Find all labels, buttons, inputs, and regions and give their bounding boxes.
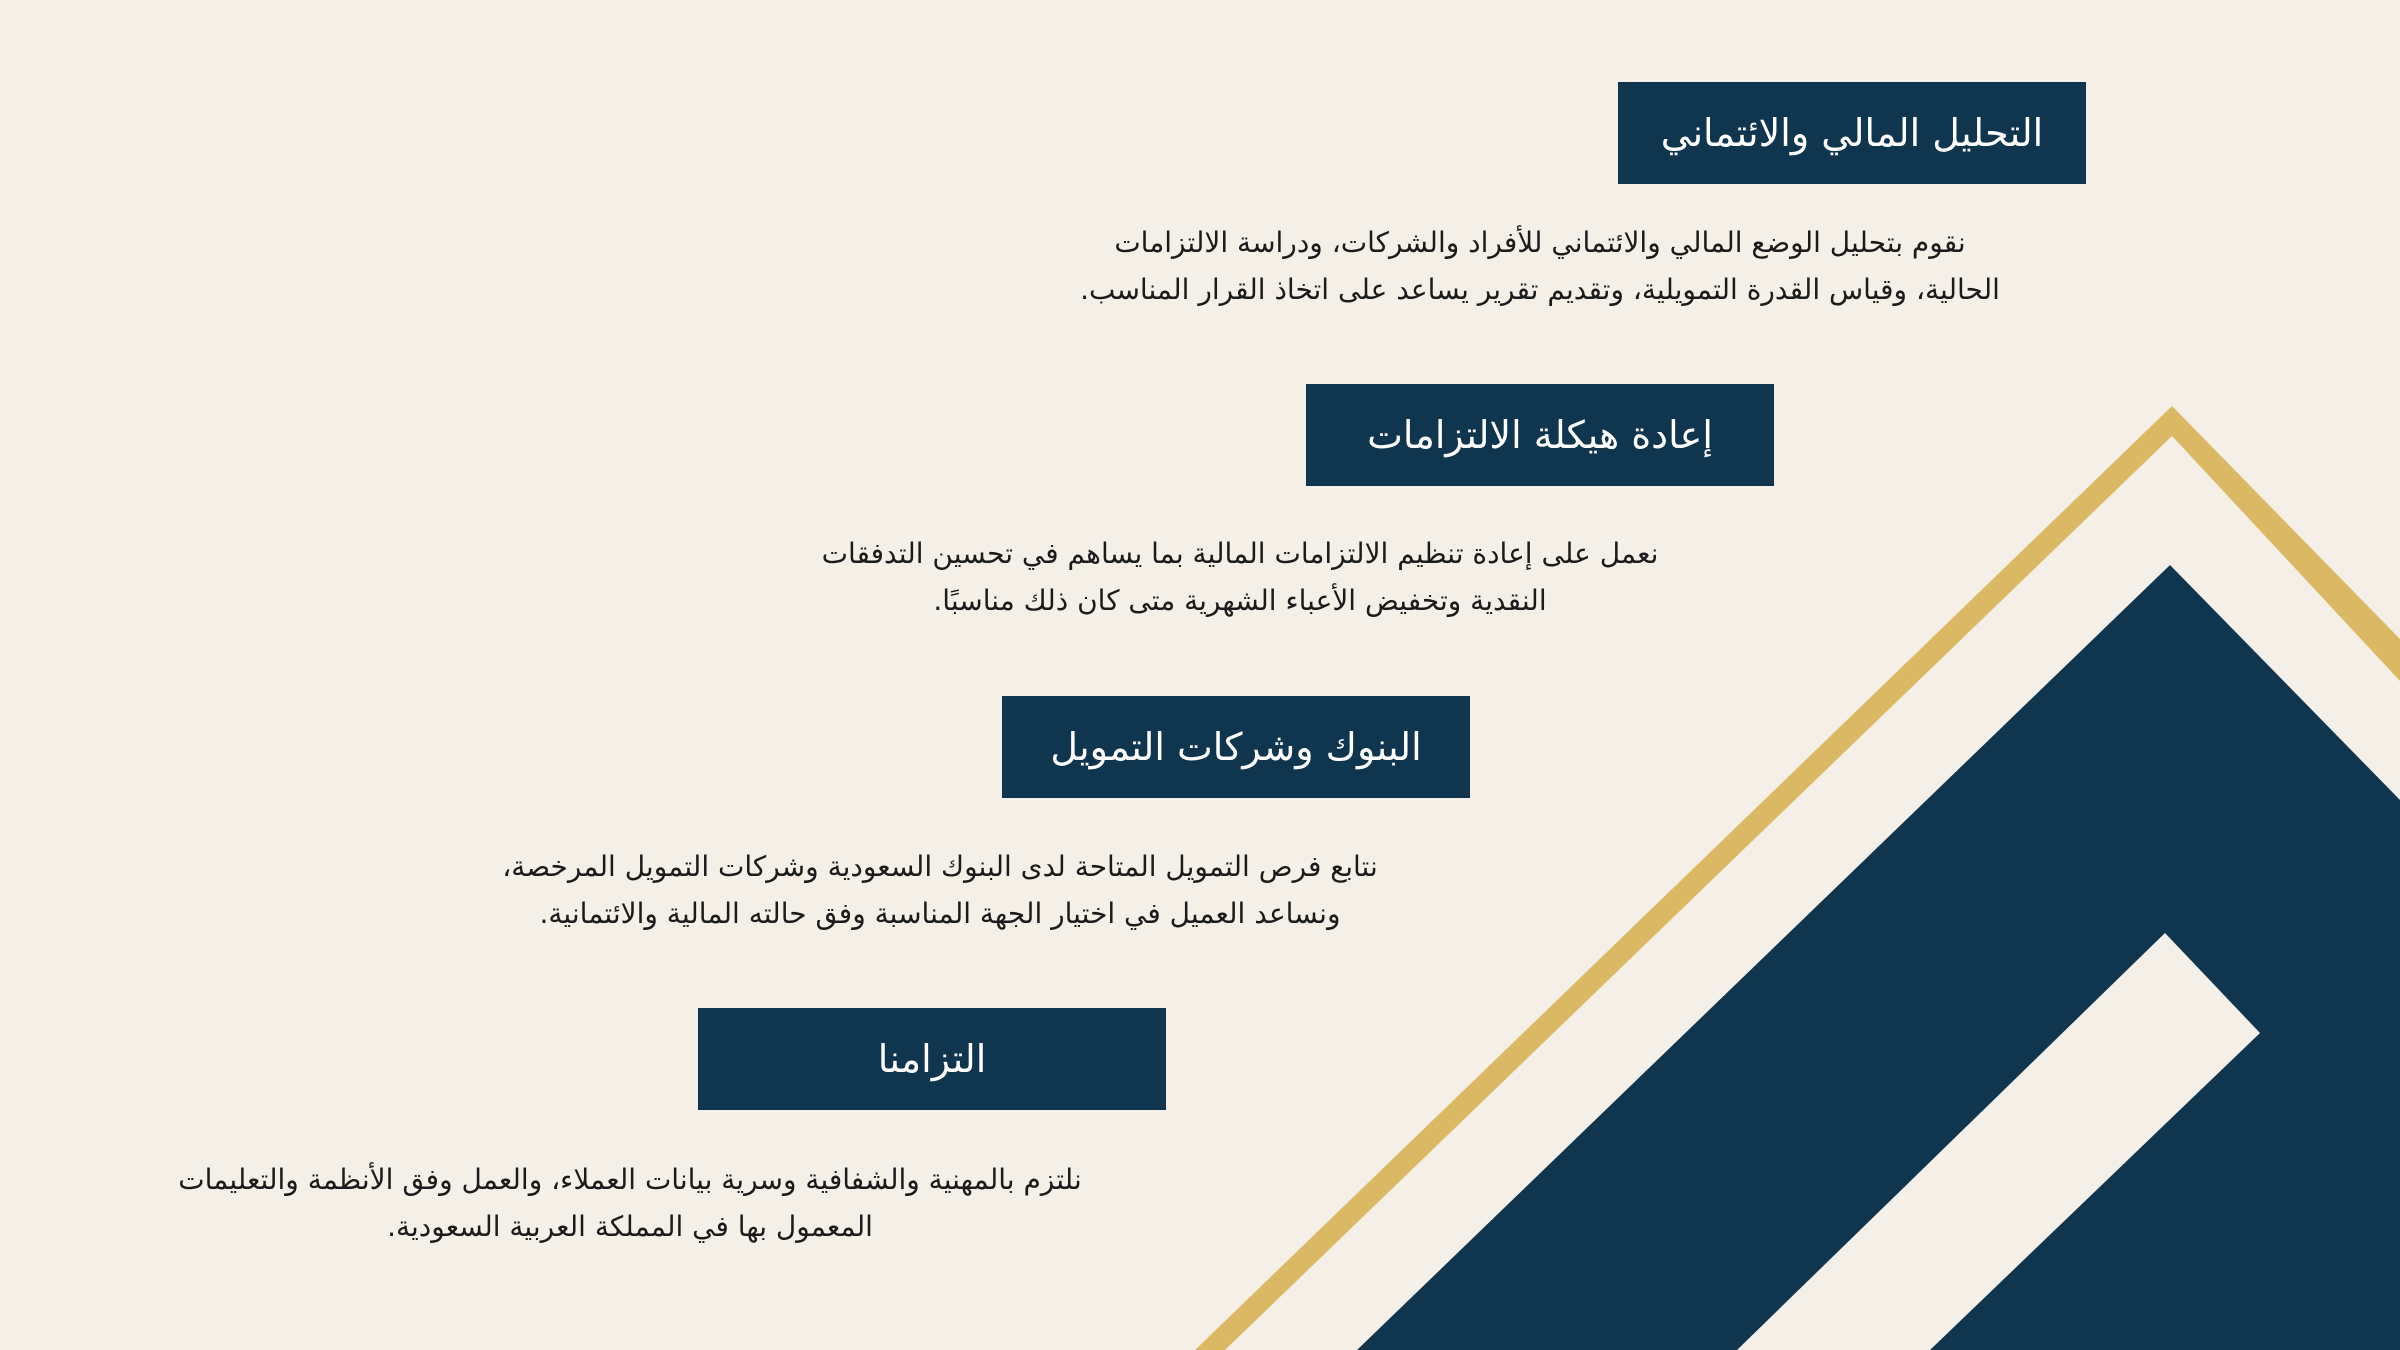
section-description-our-commitment <box>80 1156 1180 1250</box>
section-title-text: البنوك وشركات التمويل <box>1050 725 1422 769</box>
section-title-banks-finance-companies <box>1002 696 1470 798</box>
section-title-our-commitment <box>698 1008 1166 1110</box>
description-line: نقوم بتحليل الوضع المالي والائتماني للأفراد والشركات، ودراسة الالتزامات <box>1114 226 1966 259</box>
section-title-text: التحليل المالي والائتماني <box>1660 111 2044 155</box>
section-description-financial-analysis <box>1000 219 2080 313</box>
description-line: نتابع فرص التمويل المتاحة لدى البنوك السعودية وشركات التمويل المرخصة، <box>502 850 1378 883</box>
section-title-financial-analysis <box>1618 82 2086 184</box>
section-title-text: إعادة هيكلة الالتزامات <box>1367 413 1713 457</box>
description-line: ونساعد العميل في اختيار الجهة المناسبة وفق حالته المالية والائتمانية. <box>539 897 1341 930</box>
description-line: النقدية وتخفيض الأعباء الشهرية متى كان ذلك مناسبًا. <box>933 584 1547 617</box>
section-title-obligations-restructuring <box>1306 384 1774 486</box>
description-line: نلتزم بالمهنية والشفافية وسرية بيانات العملاء، والعمل وفق الأنظمة والتعليمات <box>178 1163 1082 1196</box>
section-title-text: التزامنا <box>877 1037 987 1081</box>
description-line: نعمل على إعادة تنظيم الالتزامات المالية بما يساهم في تحسين التدفقات <box>821 537 1659 570</box>
description-line: الحالية، وقياس القدرة التمويلية، وتقديم تقرير يساعد على اتخاذ القرار المناسب. <box>1080 273 2000 306</box>
section-description-obligations-restructuring <box>700 530 1780 624</box>
description-line: المعمول بها في المملكة العربية السعودية. <box>387 1210 873 1243</box>
section-description-banks-finance-companies <box>400 843 1480 937</box>
